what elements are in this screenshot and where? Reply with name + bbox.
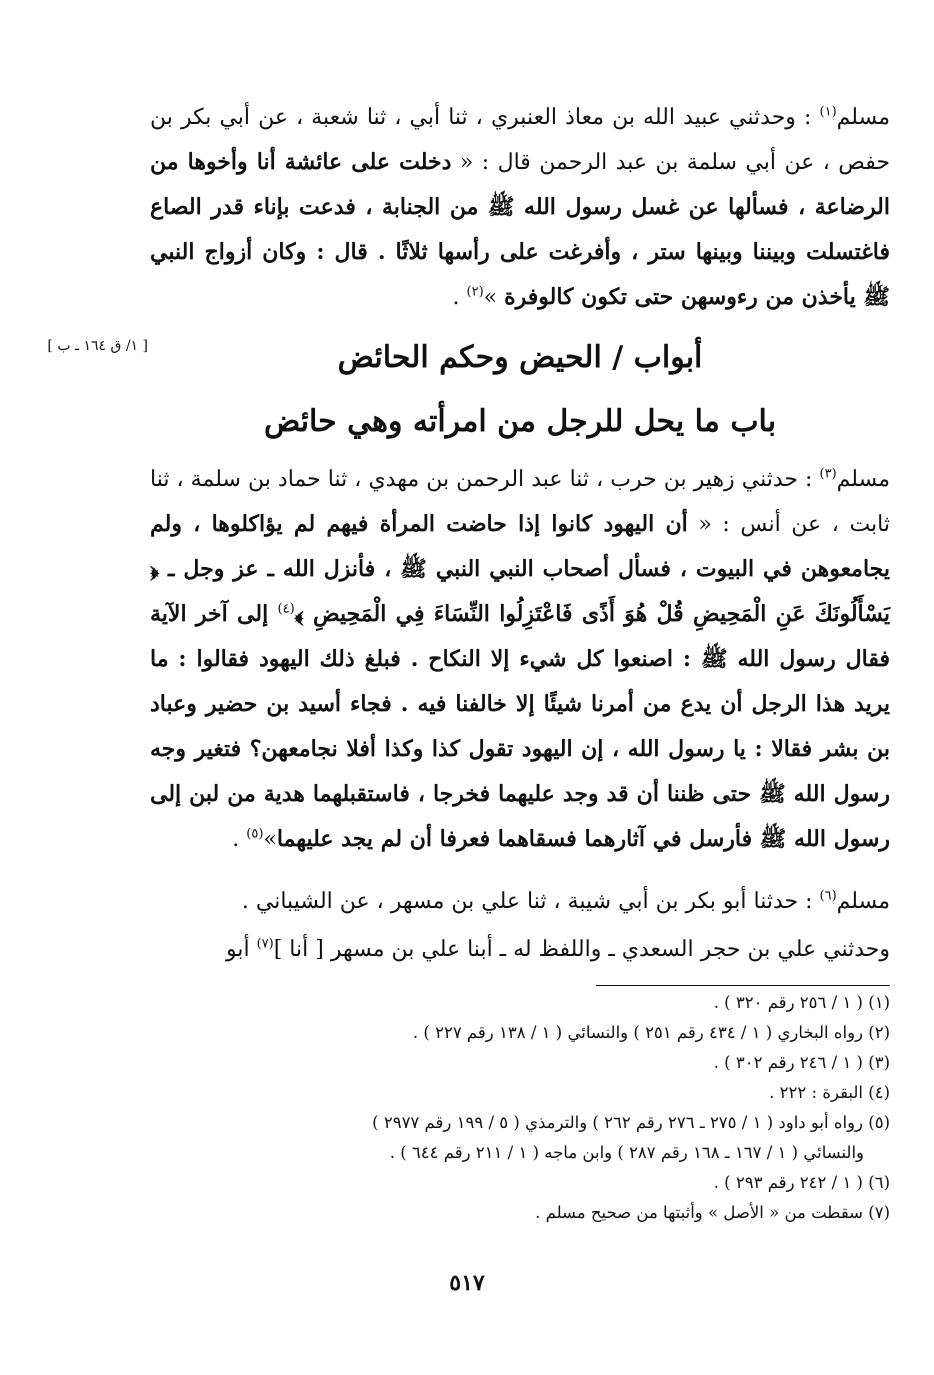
footnote-ref: (١) [819, 104, 837, 120]
footnote-6: (٦) ( ١ / ٢٤٢ رقم ٢٩٣ ) . [713, 1173, 890, 1192]
footnote-ref: (٢) [466, 284, 484, 300]
footnote-2: (٢) رواه البخاري ( ١ / ٤٣٤ رقم ٢٥١ ) والنسائي ( ١ / ١٣٨ رقم ٢٢٧ ) . [412, 1023, 890, 1042]
closing-quote: » [483, 285, 505, 310]
footnote-ref: (٥) [246, 826, 264, 842]
page-number: ٥١٧ [449, 1270, 485, 1296]
end-mark: . [452, 285, 467, 310]
narrator-source: مسلم [836, 467, 890, 492]
matn-text: دخلت على عائشة أنا وأخوها من الرضاعة ، فسألها عن غسل رسول الله ﷺ من الجنابة ، فدعت بإناء قدر الصاع فاغتسلت وبيننا وبينها ستر ، وأفرغت على رأسها ثلاثًا . قال : وكان أزواج النبي ﷺ يأخذن من رءوسهن حتى تكون كالوفرة [150, 149, 890, 310]
chapter-heading: أبواب / الحيض وحكم الحائض [337, 340, 703, 375]
footnote-ref: (٤) [277, 601, 295, 617]
closing-quote: » [263, 827, 277, 852]
footnote-divider [596, 985, 890, 986]
matn-text: أن اليهود كانوا إذا حاضت المرأة فيهم لم يؤاكلوها ، ولم يجامعوهن في البيوت ، فسأل أصحاب النبي النبي ﷺ ، فأنزل الله ـ عز وجل ـ ﴿ يَسْأَلُونَكَ عَنِ الْمَحِيضِ قُلْ هُوَ أَذًى فَاعْتَزِلُوا النِّسَاءَ فِي الْمَحِيضِ ﴾ [150, 511, 890, 627]
isnad-text: : حدثنا أبو بكر بن أبي شيبة ، ثنا علي بن مسهر ، عن الشيباني . [241, 889, 820, 914]
narrator-source: مسلم [836, 105, 890, 130]
matn-text-continued: إلى آخر الآية فقال رسول الله ﷺ : اصنعوا كل شيء إلا النكاح . فبلغ ذلك اليهود فقالوا : ما يريد هذا الرجل أن يدع من أمرنا شيئًا إلا خالفنا فيه . فجاء أسيد بن حضير وعباد بن بشر فقالا : يا رسول الله ، إن اليهود تقول كذا وكذا أفلا نجامعهن؟ فتغير وجه رسول الله ﷺ حتى ظننا أن قد وجد عليهما فخرجا ، فاستقبلهما هدية من لبن إلى رسول الله ﷺ فأرسل في آثارهما فسقاهما فعرفا أن لم يجد عليهما [150, 601, 890, 852]
margin-manuscript-note: [ ١/ ق ١٦٤ ـ ب ] [47, 338, 148, 354]
hadith-paragraph-2 [150, 458, 890, 862]
hadith-paragraph-1 [150, 96, 890, 320]
footnote-ref: (٣) [819, 466, 837, 482]
footnote-5: (٥) رواه أبو داود ( ١ / ٢٧٥ ـ ٢٧٦ رقم ٢٦٢ ) والترمذي ( ٥ / ١٩٩ رقم ٢٩٧٧ ) [372, 1113, 890, 1132]
footnote-1: (١) ( ١ / ٢٥٦ رقم ٣٢٠ ) . [713, 993, 890, 1012]
isnad-text: : وحدثني عبيد الله بن معاذ العنبري ، ثنا أبي ، ثنا شعبة ، عن أبي بكر بن حفص ، عن أبي سلمة بن عبد الرحمن قال : « [150, 105, 890, 175]
narrator-source: مسلم [836, 889, 890, 914]
section-heading: باب ما يحل للرجل من امرأته وهي حائض [263, 404, 777, 439]
end-mark: . [232, 827, 247, 852]
footnote-ref: (٦) [819, 888, 837, 904]
footnotes-section [150, 988, 890, 1228]
hadith-paragraph-4 [150, 928, 890, 972]
footnote-5-continued: والنسائي ( ١ / ١٦٧ ـ ١٦٨ رقم ٢٨٧ ) وابن ماجه ( ١ / ٢١١ رقم ٦٤٤ ) . [389, 1143, 864, 1162]
hadith-paragraph-3 [150, 880, 890, 924]
footnote-7: (٧) سقطت من « الأصل » وأثبتها من صحيح مسلم . [535, 1203, 890, 1222]
footnote-3: (٣) ( ١ / ٢٤٦ رقم ٣٠٢ ) . [713, 1053, 890, 1072]
isnad-text: : حدثني زهير بن حرب ، ثنا عبد الرحمن بن مهدي ، ثنا حماد بن سلمة ، ثنا ثابت ، عن أنس : « [150, 467, 890, 537]
footnote-ref: (٧) [256, 936, 274, 952]
footnote-4: (٤) البقرة : ٢٢٢ . [769, 1083, 890, 1102]
isnad-text-continued: أبو [226, 937, 257, 962]
isnad-text: وحدثني علي بن حجر السعدي ـ واللفظ له ـ أبنا علي بن مسهر [ أنا ] [273, 937, 890, 962]
